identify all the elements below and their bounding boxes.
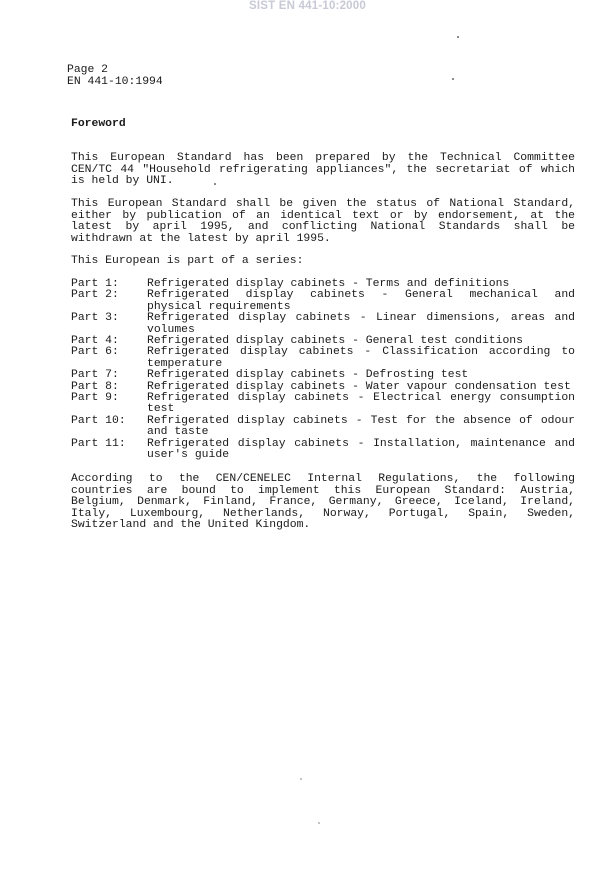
list-item	[71, 393, 575, 416]
foreword-paragraph-status: This European Standard shall be given the status of National Standard, either by publication of an identical text or by endorsement, at the latest by april 1995, and conflicting National Standards shall be withdrawn at the latest by april 1995.	[71, 198, 575, 245]
scan-speck	[214, 183, 216, 185]
part-number: Part 11:	[71, 437, 126, 450]
page-header	[67, 64, 163, 88]
part-title: Refrigerated display cabinets - Water vapour condensation test	[147, 380, 571, 393]
part-number: Part 2:	[71, 289, 119, 302]
part-number: Part 1:	[71, 278, 119, 290]
list-item	[71, 370, 575, 381]
part-number: Part 8:	[71, 380, 119, 393]
part-number: Part 7:	[71, 369, 119, 382]
part-number: Part 3:	[71, 312, 119, 325]
list-item	[71, 439, 575, 462]
list-item	[71, 347, 575, 370]
part-title: Refrigerated display cabinets - General test conditions	[147, 335, 523, 348]
scan-speck	[300, 778, 302, 780]
scan-speck	[318, 822, 320, 824]
part-number: Part 4:	[71, 335, 119, 348]
scan-speck	[457, 36, 459, 38]
scan-speck	[452, 78, 454, 80]
part-number: Part 10:	[71, 414, 126, 427]
section-title: Foreword	[71, 118, 126, 130]
part-title: Refrigerated display cabinets - Linear dimensions, areas and volumes	[147, 312, 575, 336]
part-title: Refrigerated display cabinets - Test for the absence of odour and taste	[147, 414, 575, 439]
part-title: Refrigerated display cabinets - Defrosting test	[147, 369, 469, 382]
part-number: Part 9:	[71, 392, 119, 405]
part-title: Refrigerated display cabinets - Classification according to temperature	[147, 346, 575, 370]
standard-number: EN 441-10:1994	[67, 76, 163, 88]
document-watermark: SIST EN 441-10:2000	[249, 0, 366, 12]
list-item	[71, 290, 575, 313]
part-title: Refrigerated display cabinets - Terms and definitions	[147, 278, 510, 290]
part-title: Refrigerated display cabinets - General mechanical and physical requirements	[147, 289, 575, 313]
part-title: Refrigerated display cabinets - Installation, maintenance and user's guide	[147, 437, 575, 462]
page-number: Page 2	[67, 64, 109, 76]
part-title: Refrigerated display cabinets - Electrical energy consumption test	[147, 392, 575, 416]
list-item	[71, 313, 575, 336]
foreword-paragraph-committee: This European Standard has been prepared by the Technical Committee CEN/TC 44 "Household refrigerating appliances", the secretariat of which is held by UNI.	[71, 152, 575, 188]
parts-list	[71, 279, 575, 462]
list-item	[71, 416, 575, 439]
series-intro: This European is part of a series:	[71, 255, 304, 267]
part-number: Part 6:	[71, 346, 119, 359]
foreword-paragraph-countries: According to the CEN/CENELEC Internal Regulations, the following countries are bound to implement this European Standard: Austria, Belgium, Denmark, Finland, France, Germany, Greece, Iceland, Ireland, Italy, Luxembourg, Netherlands, Norway, Portugal, Spain, Sweden, Switzerland and the United Kingdom.	[71, 473, 575, 532]
